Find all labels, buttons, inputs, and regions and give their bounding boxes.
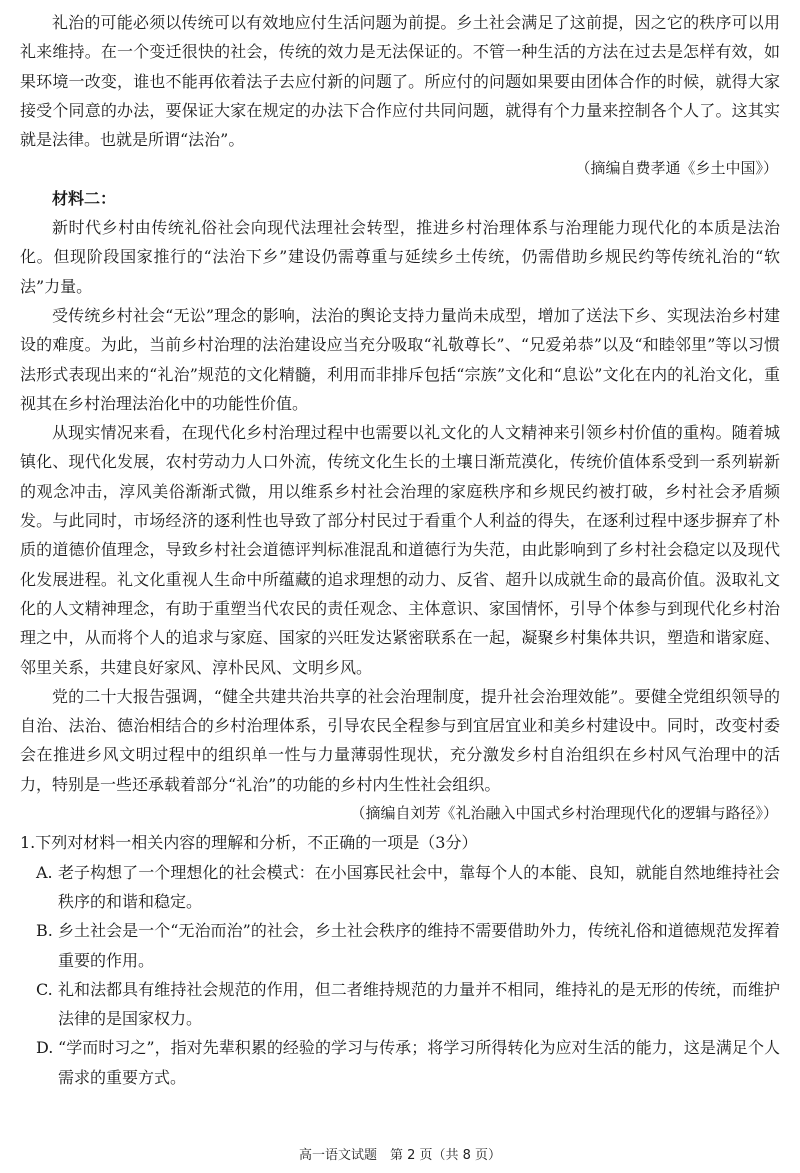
material2-paragraph-3: 从现实情况来看，在现代化乡村治理过程中也需要以礼文化的人文精神来引领乡村价值的重构。随着城镇化、现代化发展，农村劳动力人口外流，传统文化生长的土壤日渐荒漠化，传统价值体系受到一系列崭新的观念冲击，淳风美俗渐渐式微，用以维系乡村社会治理的家庭秩序和乡规民约被打破，乡村社会矛盾频发。与此同时，市场经济的逐利性也导致了部分村民过于看重个人利益的得失，在逐利过程中逐步摒弃了朴质的道德价值理念，导致乡村社会道德评判标准混乱和道德行为失范，由此影响到了乡村社会稳定以及现代化发展进程。礼文化重视人生命中所蕴藏的追求理想的动力、反省、超升以成就生命的最高价值。汲取礼文化的人文精神理念，有助于重塑当代农民的责任观念、主体意识、家国情怀，引导个体参与到现代化乡村治理之中，从而将个人的追求与家庭、国家的兴旺发达紧密联系在一起，凝聚乡村集体共识，塑造和谐家庭、邻里关系，共建良好家风、淳朴民风、文明乡风。 <box>20 423 780 677</box>
material2-source: （摘编自刘芳《礼治融入中国式乡村治理现代化的逻辑与路径》） <box>350 804 778 823</box>
page-footer: 高一语文试题 第 2 页（共 8 页） <box>298 1148 502 1163</box>
material2-paragraph-4: 党的二十大报告强调，“健全共建共治共享的社会治理制度，提升社会治理效能”。要健全党组织领导的自治、法治、德治相结合的乡村治理体系，引导农民全程参与到宜居宜业和美乡村建设中。同时，改变村委会在推进乡风文明过程中的组织单一性与力量薄弱性现状，充分激发乡村自治组织在乡村风气治理中的活力，特别是一些还承载着部分“礼治”的功能的乡村内生性社会组织。 <box>20 686 780 794</box>
material1-paragraph: 礼治的可能必须以传统可以有效地应付生活问题为前提。乡土社会满足了这前提，因之它的秩序可以用礼来维持。在一个变迁很快的社会，传统的效力是无法保证的。不管一种生活的方法在过去是怎样有效，如果环境一改变，谁也不能再依着法子去应付新的问题了。所应付的问题如果要由团体合作的时候，就得大家接受个同意的办法，要保证大家在规定的办法下合作应付共同问题，就得有个力量来控制各个人了。这其实就是法律。也就是所谓“法治”。 <box>20 13 780 150</box>
option-d-letter: D. <box>36 1038 54 1058</box>
option-c-text: 礼和法都具有维持社会规范的作用，但二者维持规范的力量并不相同，维持礼的是无形的传统，而维护法律的是国家权力。 <box>58 979 780 1029</box>
material2-heading: 材料二： <box>52 188 117 208</box>
option-d <box>20 1033 780 1092</box>
option-b <box>20 916 780 975</box>
option-a-letter: A. <box>36 862 53 882</box>
option-b-text: 乡土社会是一个“无治而治”的社会，乡土社会秩序的维持不需要借助外力，传统礼俗和道德规范发挥着重要的作用。 <box>58 921 780 970</box>
question-1-stem: 1.下列对材料一相关内容的理解和分析，不正确的一项是（3分） <box>20 833 478 853</box>
option-a <box>20 858 780 917</box>
option-b-letter: B. <box>36 921 53 941</box>
material2-paragraph-1: 新时代乡村由传统礼俗社会向现代法理社会转型，推进乡村治理体系与治理能力现代化的本质是法治化。但现阶段国家推行的“法治下乡”建设仍需尊重与延续乡土传统，仍需借助乡规民约等传统礼治的“软法”力量。 <box>20 218 780 296</box>
material2-paragraph-2: 受传统乡村社会“无讼”理念的影响，法治的舆论支持力量尚未成型，增加了送法下乡、实现法治乡村建设的难度。为此，当前乡村治理的法治建设应当充分吸取“礼敬尊长”、“兄爱弟恭”以及“和睦邻里”等以习惯法形式表现出来的“礼治”规范的文化精髓，利用而非排斥包括“宗族”文化和“息讼”文化在内的礼治文化，重视其在乡村治理法治化中的功能性价值。 <box>20 305 780 413</box>
option-c-letter: C. <box>36 979 53 999</box>
option-a-text: 老子构想了一个理想化的社会模式：在小国寡民社会中，靠每个人的本能、良知，就能自然地维持社会秩序的和谐和稳定。 <box>58 862 780 911</box>
option-c <box>20 975 780 1034</box>
material1-source: （摘编自费孝通《乡土中国》） <box>575 159 778 178</box>
option-d-text: “学而时习之”，指对先辈积累的经验的学习与传承；将学习所得转化为应对生活的能力，这是满足个人需求的重要方式。 <box>58 1038 780 1087</box>
